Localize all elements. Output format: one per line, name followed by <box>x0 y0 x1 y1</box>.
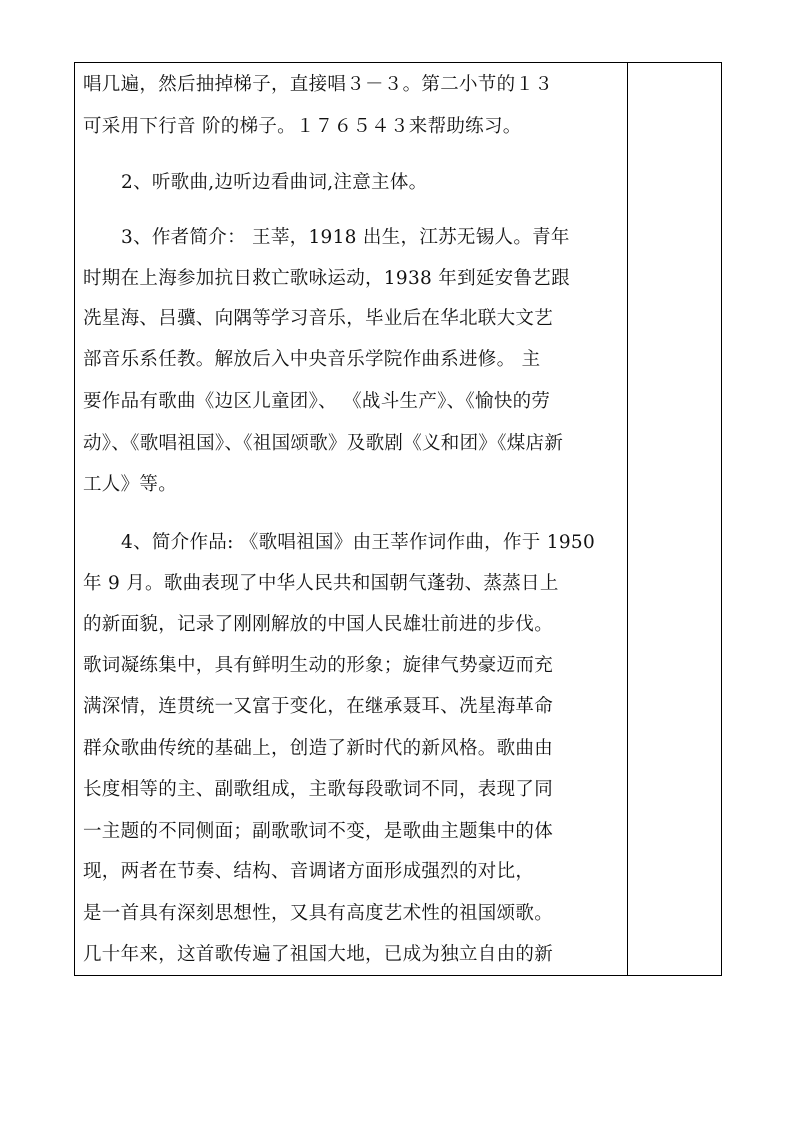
text-line: 2、听歌曲,边听边看曲词,注意主体。 <box>121 172 428 193</box>
text-line: 的新面貌，记录了刚刚解放的中国人民雄壮前进的步伐。 <box>83 614 554 635</box>
text-line: 唱几遍，然后抽掉梯子，直接唱３－３。第二小节的１３ <box>83 74 554 95</box>
text-line: 时期在上海参加抗日救亡歌咏运动，1938 年到延安鲁艺跟 <box>83 268 570 289</box>
text-line: 一主题的不同侧面；副歌歌词不变，是歌曲主题集中的体 <box>83 821 554 842</box>
lesson-table <box>74 62 722 976</box>
lesson-content-cell <box>75 63 627 975</box>
notes-cell <box>628 63 722 975</box>
text-line: 几十年来，这首歌传遍了祖国大地，已成为独立自由的新 <box>83 944 554 965</box>
text-line: 群众歌曲传统的基础上，创造了新时代的新风格。歌曲由 <box>83 738 554 759</box>
text-line: 现，两者在节奏、结构、音调诸方面形成强烈的对比， <box>83 861 535 882</box>
text-line: 4、简介作品: 《歌唱祖国》由王莘作词作曲，作于 1950 <box>121 532 596 553</box>
text-line: 歌词凝练集中，具有鲜明生动的形象；旋律气势豪迈而充 <box>83 655 554 676</box>
text-line: 3、作者简介： 王莘，1918 出生，江苏无锡人。青年 <box>121 227 570 248</box>
text-line: 可采用下行音 阶的梯子。１７６５４３来帮助练习。 <box>83 116 522 137</box>
text-line: 部音乐系任教。解放后入中央音乐学院作曲系进修。 主 <box>83 349 541 370</box>
text-line: 长度相等的主、副歌组成，主歌每段歌词不同，表现了同 <box>83 779 554 800</box>
text-line: 冼星海、吕骥、向隅等学习音乐，毕业后在华北联大文艺 <box>83 308 554 329</box>
text-line: 年 9 月。歌曲表现了中华人民共和国朝气蓬勃、蒸蒸日上 <box>83 573 559 594</box>
text-line: 是一首具有深刻思想性，又具有高度艺术性的祖国颂歌。 <box>83 903 554 924</box>
text-line: 动》、《歌唱祖国》、《祖国颂歌》及歌剧《义和团》《煤店新 <box>83 433 564 454</box>
text-line: 工人》等。 <box>83 474 178 495</box>
text-line: 满深情，连贯统一又富于变化，在继承聂耳、冼星海革命 <box>83 696 554 717</box>
text-line: 要作品有歌曲《边区儿童团》、 《战斗生产》、《愉快的劳 <box>83 391 551 412</box>
